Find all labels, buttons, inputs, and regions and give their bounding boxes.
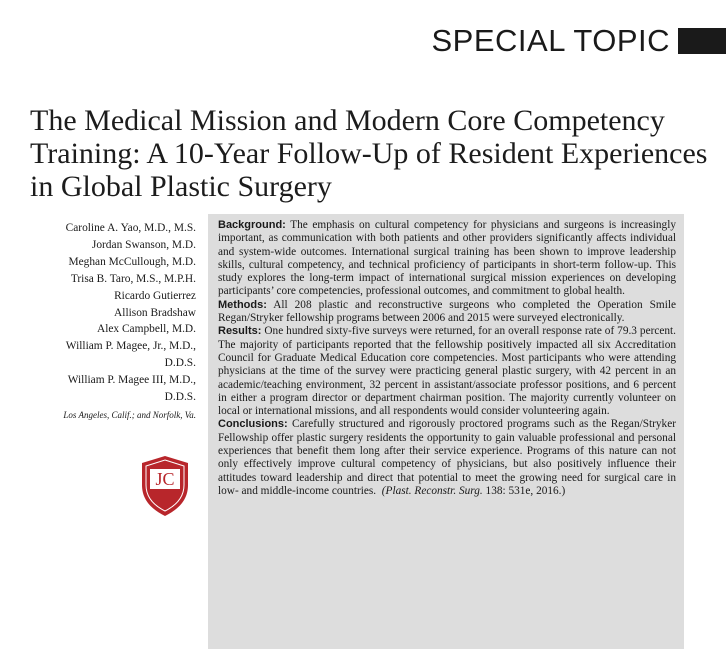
- abstract-methods: [218, 299, 676, 326]
- citation-journal: (Plast. Reconstr. Surg.: [381, 484, 483, 497]
- article-title: The Medical Mission and Modern Core Competency Training: A 10-Year Follow-Up of Resident Experiences in Global Plastic Surgery: [30, 104, 708, 203]
- author-affiliation: Los Angeles, Calif.; and Norfolk, Va.: [63, 409, 196, 420]
- methods-text: All 208 plastic and reconstructive surgeons who completed the Operation Smile Regan/Stryker fellowship programs between 2006 and 2015 were surveyed electronically.: [218, 298, 676, 325]
- header-bar: [678, 28, 726, 54]
- abstract-box: [208, 214, 684, 649]
- abstract-conclusions: [218, 418, 676, 498]
- conclusions-label: Conclusions:: [218, 418, 288, 431]
- author-name: William P. Magee III, M.D.,: [67, 374, 196, 387]
- author-name: D.D.S.: [164, 357, 196, 370]
- author-name: William P. Magee, Jr., M.D.,: [65, 340, 196, 353]
- citation-details: 138: 531e, 2016.): [485, 484, 566, 497]
- abstract-background: [218, 219, 676, 299]
- author-name: Allison Bradshaw: [114, 306, 196, 319]
- background-label: Background:: [218, 219, 286, 231]
- author-name: D.D.S.: [164, 391, 196, 404]
- abstract-results: [218, 325, 676, 418]
- logo-lettering: JC: [155, 469, 175, 489]
- results-label: Results:: [218, 325, 262, 338]
- author-name: Alex Campbell, M.D.: [96, 323, 196, 336]
- author-name: Jordan Swanson, M.D.: [91, 238, 196, 251]
- author-name: Ricardo Gutierrez: [114, 289, 196, 302]
- author-name: Trisa B. Taro, M.S., M.P.H.: [70, 272, 196, 285]
- author-name: Caroline A. Yao, M.D., M.S.: [65, 222, 196, 234]
- conclusions-text: Carefully structured and rigorously proctored programs such as the Regan/Stryker Fellowship offer plastic surgery residents the opportunity to gain valuable professional and personal experiences that benefit them long after their service experience. Programs of this nature can not only effectively improve cultural competency of physicians, but also positively influence their attitudes toward leadership and direct that potential to meet the growing need for surgical care in low- and middle-income countries.: [218, 418, 676, 497]
- journal-club-shield-icon: [140, 455, 190, 517]
- author-name: Meghan McCullough, M.D.: [68, 255, 196, 268]
- section-header: [431, 22, 726, 60]
- methods-label: Methods:: [218, 298, 267, 311]
- results-text: One hundred sixty-five surveys were returned, for an overall response rate of 79.3 percent. The majority of participants reported that the fellowship positively impacted all six Accreditation Council for Graduate Medical Education core competencies. Most participants who were attending physicians at the time of the survey were practicing general plastic surgery, with 42 percent in an academic/teaching environment, 32 percent in assistant/associate professor positions, and 6 percent in either a program director or department chairman position. The majority currently volunteer on local or international missions, and all respondents would consider volunteering again.: [218, 325, 676, 418]
- author-list: [14, 220, 196, 422]
- background-text: The emphasis on cultural competency for physicians and surgeons is increasingly important, as communication with both patients and other providers significantly affects individual and system-wide outcomes. International surgical training has been shown to improve leadership skills, cultural competency, and technical proficiency of participants in short-term follow-up. This study explores the long-term impact of international surgical mission experiences on developing participants’ core competencies, professional outcomes, and commitment to global health.: [218, 219, 676, 298]
- section-label: SPECIAL TOPIC: [431, 23, 670, 58]
